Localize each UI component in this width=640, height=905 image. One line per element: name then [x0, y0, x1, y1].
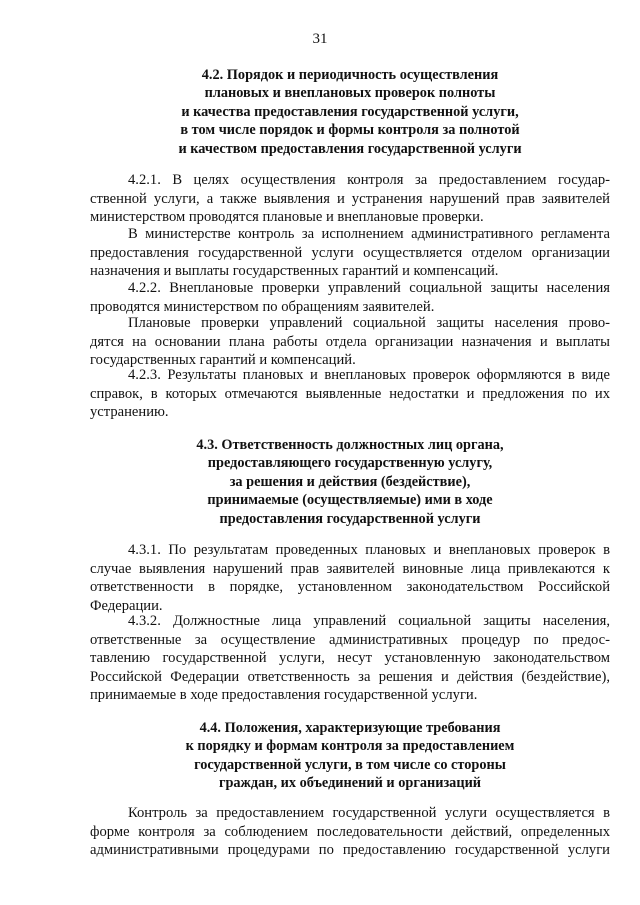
heading-line: к порядку и формам контроля за предоставлением — [185, 738, 515, 755]
paragraph-line: 4.2.2. Внеплановые проверки управлений социальной защиты населения — [128, 280, 610, 296]
paragraph-line: форме контроля за соблюдением последовательности действий, определенных — [90, 823, 610, 840]
paragraph-line: административными процедурами по предоставлению государственной услуги — [90, 842, 610, 859]
paragraph-line: принимаемые в ходе предоставления государственной услуги. — [90, 687, 478, 704]
paragraph-line: справок, в которых отмечаются выявленные недостатки и предложения по их — [90, 385, 610, 402]
paragraph-4-2-1 — [90, 171, 610, 227]
heading-line: 4.3. Ответственность должностных лиц органа, — [196, 437, 504, 453]
paragraph-4-2-2 — [90, 279, 610, 316]
paragraph-line: тавлению государственной услуги, несут установленную законодательством — [90, 650, 610, 667]
paragraph-line: 4.2.3. Результаты плановых и внеплановых проверок оформляются в виде — [128, 367, 610, 383]
paragraph-line: проводятся министерством по обращениям заявителей. — [90, 298, 435, 315]
heading-line: за решения и действия (бездействие), — [229, 473, 471, 490]
heading-line: граждан, их объединений и организаций — [218, 775, 482, 792]
paragraph-4-2-3 — [90, 366, 610, 422]
heading-line: предоставляющего государственную услугу, — [207, 455, 493, 472]
paragraph-line: Российской Федерации ответственность за решения и действия (бездействие), — [90, 668, 610, 685]
paragraph-line: 4.3.1. По результатам проведенных плановых и внеплановых проверок в — [128, 542, 610, 558]
heading-line: 4.2. Порядок и периодичность осуществления — [201, 67, 499, 83]
paragraph-line: Плановые проверки управлений социальной защиты населения прово- — [128, 315, 610, 331]
heading-line: и качества предоставления государственной услуги, — [181, 103, 519, 120]
paragraph-ministry-control — [90, 225, 610, 281]
paragraph-4-3-2 — [90, 612, 610, 705]
paragraph-line: ственной услуги, а также выявления и устранения нарушений прав заявителей — [90, 190, 610, 207]
paragraph-line: министерством проводятся плановые и внеплановые проверки. — [90, 209, 484, 226]
page-number: 31 — [312, 31, 328, 47]
paragraph-line: ответственные за осуществление административных процедур по предос- — [90, 631, 610, 648]
heading-line: и качеством предоставления государственной услуги — [178, 140, 522, 157]
heading-line: принимаемые (осуществляемые) ими в ходе — [207, 492, 493, 509]
paragraph-line: назначения и выплаты государственных гарантий и компенсаций. — [90, 263, 499, 280]
paragraph-line: устранению. — [90, 404, 169, 421]
heading-line: в том числе порядок и формы контроля за полнотой — [180, 122, 520, 139]
paragraph-line: В министерстве контроль за исполнением административного регламента — [128, 226, 610, 242]
heading-line: плановых и внеплановых проверок полноты — [204, 85, 496, 102]
section-heading-4-2 — [90, 66, 610, 158]
paragraph-line: государственных гарантий и компенсаций. — [90, 352, 356, 369]
paragraph-line: 4.2.1. В целях осуществления контроля за предоставлением государ- — [128, 172, 610, 188]
paragraph-4-3-1 — [90, 541, 610, 615]
paragraph-line: ответственности в порядке, установленном законодательством Российской — [90, 579, 610, 596]
heading-line: государственной услуги, в том числе со стороны — [194, 756, 506, 773]
paragraph-line: случае выявления нарушений прав заявителей виновные лица привлекаются к — [90, 560, 610, 577]
paragraph-line: Федерации. — [90, 597, 163, 614]
paragraph-line: предоставления государственной услуги осуществляется отделом организации — [90, 244, 610, 261]
paragraph-line: 4.3.2. Должностные лица управлений социальной защиты населения, — [128, 613, 610, 629]
paragraph-line: дятся на основании плана работы отдела организации назначения и выплаты — [90, 333, 610, 350]
paragraph-4-4-control — [90, 804, 610, 860]
heading-line: предоставления государственной услуги — [219, 510, 481, 527]
paragraph-planned-inspections — [90, 314, 610, 370]
paragraph-line: Контроль за предоставлением государственной услуги осуществляется в — [128, 805, 610, 821]
heading-line: 4.4. Положения, характеризующие требования — [199, 720, 501, 736]
section-heading-4-3 — [90, 436, 610, 528]
section-heading-4-4 — [90, 719, 610, 793]
